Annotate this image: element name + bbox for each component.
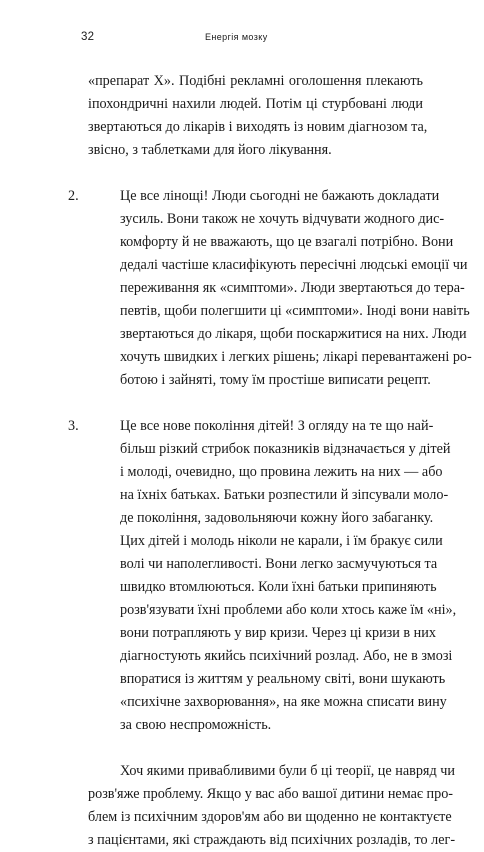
text-line: переживання як «симптоми». Люди звертаються до тера- bbox=[120, 280, 465, 296]
text-line: звісно, з таблетками для його лікування. bbox=[88, 142, 332, 158]
list-number: 3. bbox=[68, 418, 79, 434]
list-item-2 bbox=[68, 185, 472, 392]
text-line: Це все лінощі! Люди сьогодні не бажають докладати bbox=[120, 188, 440, 204]
paragraph-gap bbox=[88, 737, 423, 760]
list-number: 2. bbox=[68, 188, 79, 204]
text-line: дедалі частіше класифікують пересічні людські емоції чи bbox=[120, 257, 468, 273]
body-text bbox=[68, 70, 472, 852]
intro-paragraph bbox=[88, 70, 428, 162]
text-line: іпохондричні нахили людей. Потім ці стурбовані люди bbox=[88, 96, 423, 112]
text-line: певтів, щоби полегшити ці «симптоми». Іноді вони навіть bbox=[120, 303, 470, 319]
list-item-3 bbox=[68, 415, 457, 737]
text-line: Це все нове покоління дітей! З огляду на те що най- bbox=[120, 418, 434, 434]
text-line: де покоління, задовольняючи кожну його забаганку. bbox=[120, 510, 434, 526]
running-head bbox=[0, 31, 484, 45]
text-line: хочуть швидких і легких рішень; лікарі перевантажені ро- bbox=[120, 349, 472, 365]
text-line: ботою і зайняті, тому їм простіше виписати рецепт. bbox=[120, 372, 431, 388]
text-line: зусиль. Вони також не хочуть відчувати жодного дис- bbox=[120, 211, 445, 227]
text-line: розв'язувати їхні проблеми або коли хтось каже їм «ні», bbox=[120, 602, 457, 618]
text-line: Цих дітей і молодь ніколи не карали, і їм бракує сили bbox=[120, 533, 443, 549]
text-line: волі чи наполегливості. Вони легко засмучуються та bbox=[120, 556, 438, 572]
text-line: «препарат X». Подібні рекламні оголошення плекають bbox=[88, 73, 423, 89]
closing-paragraph bbox=[88, 760, 456, 852]
text-line: і молоді, очевидно, що провина лежить на них — або bbox=[120, 464, 443, 480]
text-line: звертаються до лікарів і виходять із новим діагнозом та, bbox=[88, 119, 428, 135]
text-line: діагностують якийсь психічний розлад. Або, не в змозі bbox=[120, 648, 453, 664]
text-line: комфорту й не вважають, що це взагалі потрібно. Вони bbox=[120, 234, 454, 250]
text-line: вони потрапляють у вир кризи. Через ці кризи в них bbox=[120, 625, 436, 641]
text-line: Хоч якими привабливими були б ці теорії, це навряд чи bbox=[120, 763, 455, 779]
text-line: на їхніх батьках. Батьки розпестили й зіпсували моло- bbox=[120, 487, 449, 503]
text-line: «психічне захворювання», на яке можна списати вину bbox=[120, 694, 447, 710]
paragraph-gap bbox=[88, 162, 423, 185]
text-line: звертаються до лікаря, щоби поскаржитися на них. Люди bbox=[120, 326, 467, 342]
text-line: розв'яже проблему. Якщо у вас або вашої дитини немає про- bbox=[88, 786, 454, 802]
page-number: 32 bbox=[81, 31, 95, 43]
text-line: більш різкий стрибок показників відзначається у дітей bbox=[120, 441, 451, 457]
paragraph-gap bbox=[88, 392, 423, 415]
book-title: Енергія мозку bbox=[205, 32, 268, 42]
text-line: з пацієнтами, які страждають від психічних розладів, то лег- bbox=[88, 832, 456, 848]
text-line: впоратися із життям у реальному світі, вони шукають bbox=[120, 671, 446, 687]
text-line: блем із психічним здоров'ям або ви щоденно не контактуєте bbox=[88, 809, 452, 825]
text-line: швидко втомлюються. Коли їхні батьки припиняють bbox=[120, 579, 437, 595]
text-line: за свою неспроможність. bbox=[120, 717, 272, 733]
